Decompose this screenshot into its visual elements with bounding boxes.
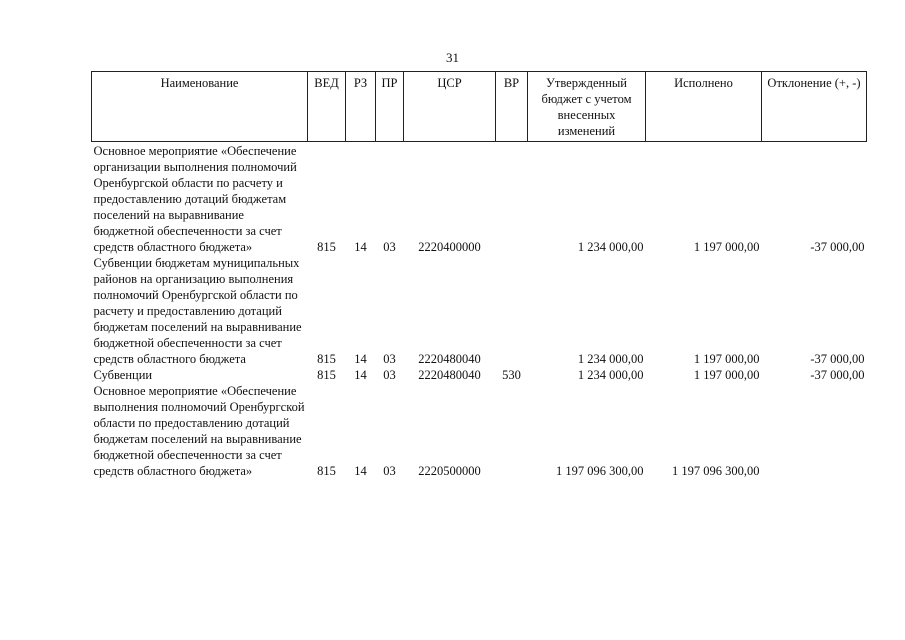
table-row <box>92 142 867 256</box>
row-ved: 815 <box>317 352 336 366</box>
table-row <box>92 367 867 383</box>
row-deviation <box>762 383 867 479</box>
row-name: Субвенции <box>93 368 153 382</box>
header-name: Наименование <box>92 72 308 142</box>
row-vr <box>496 383 528 479</box>
row-deviation: -37 000,00 <box>810 240 865 254</box>
header-ved: ВЕД <box>308 72 346 142</box>
row-name: Основное мероприятие «Обеспечение выполнения полномочий Оренбургской области по предоставлению дотаций бюджетам поселений на выравнивание бюджетной обеспеченности за счет средств областного бюджета» <box>93 384 305 478</box>
row-approved: 1 197 096 300,00 <box>556 464 644 478</box>
header-csr: ЦСР <box>404 72 496 142</box>
row-executed: 1 197 000,00 <box>693 352 760 366</box>
page-number: 31 <box>446 50 459 65</box>
row-csr: 2220480040 <box>418 352 481 366</box>
table-row <box>92 383 867 479</box>
header-deviation: Отклонение (+, -) <box>762 72 867 142</box>
row-executed: 1 197 000,00 <box>693 368 760 382</box>
row-ved: 815 <box>317 240 336 254</box>
row-rz: 14 <box>354 368 367 382</box>
row-rz: 14 <box>354 240 367 254</box>
row-approved: 1 234 000,00 <box>577 368 644 382</box>
row-vr <box>496 255 528 367</box>
header-executed: Исполнено <box>646 72 762 142</box>
row-pr: 03 <box>383 368 396 382</box>
table-row <box>92 255 867 367</box>
row-csr: 2220500000 <box>418 464 481 478</box>
budget-execution-table <box>91 71 867 479</box>
row-pr: 03 <box>383 352 396 366</box>
header-pr: ПР <box>376 72 404 142</box>
row-executed: 1 197 096 300,00 <box>672 464 760 478</box>
header-approved: Утвержденный бюджет с учетом внесенных изменений <box>528 72 646 142</box>
header-vr: ВР <box>496 72 528 142</box>
row-pr: 03 <box>383 464 396 478</box>
row-rz: 14 <box>354 464 367 478</box>
table-header-row <box>92 72 867 142</box>
row-deviation: -37 000,00 <box>810 352 865 366</box>
row-vr: 530 <box>502 368 521 382</box>
row-csr: 2220480040 <box>418 368 481 382</box>
row-rz: 14 <box>354 352 367 366</box>
row-pr: 03 <box>383 240 396 254</box>
row-executed: 1 197 000,00 <box>693 240 760 254</box>
row-vr <box>496 142 528 256</box>
header-rz: РЗ <box>346 72 376 142</box>
row-ved: 815 <box>317 464 336 478</box>
row-approved: 1 234 000,00 <box>577 352 644 366</box>
row-name: Основное мероприятие «Обеспечение организации выполнения полномочий Оренбургской области по расчету и предоставлению дотаций бюджетам поселений на выравнивание бюджетной обеспеченности за счет средств областного бюджета» <box>93 144 297 254</box>
row-deviation: -37 000,00 <box>810 368 865 382</box>
row-csr: 2220400000 <box>418 240 481 254</box>
row-ved: 815 <box>317 368 336 382</box>
row-name: Субвенции бюджетам муниципальных районов на организацию выполнения полномочий Оренбургской области по расчету и предоставлению дотаций бюджетам поселений на выравнивание бюджетной обеспеченности за счет средств областного бюджета <box>93 256 302 366</box>
row-approved: 1 234 000,00 <box>577 240 644 254</box>
